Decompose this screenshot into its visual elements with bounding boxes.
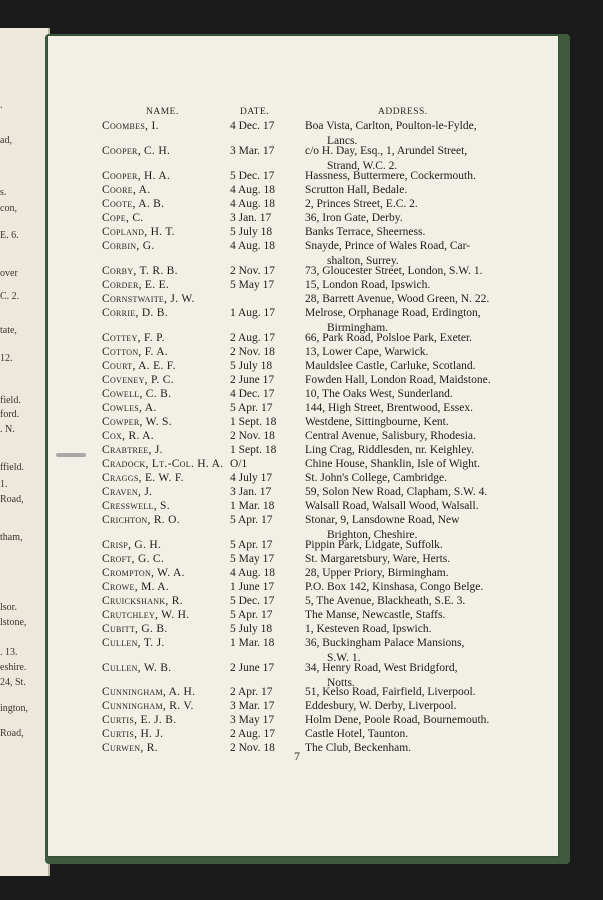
list-item: [0, 360, 603, 374]
member-name: Cradock, Lt.-Col. H. A.: [102, 458, 224, 470]
address-line: 2, Princes Street, E.C. 2.: [305, 198, 418, 210]
left-page-fragment: Road,: [0, 494, 24, 505]
member-name: Copland, H. T.: [102, 226, 175, 238]
left-page-fragment: 12.: [0, 353, 13, 364]
member-name: Curtis, E. J. B.: [102, 714, 177, 726]
entry-date: 1 Sept. 18: [230, 444, 277, 456]
list-item: [0, 714, 603, 728]
entry-date: 4 Aug. 18: [230, 184, 276, 196]
address-line: Scrutton Hall, Bedale.: [305, 184, 408, 196]
member-name: Craven, J.: [102, 486, 153, 498]
address-line: Mauldslee Castle, Carluke, Scotland.: [305, 360, 476, 372]
entry-date: 4 Aug. 18: [230, 198, 276, 210]
left-page-fragment: ad,: [0, 135, 12, 146]
address-line: The Club, Beckenham.: [305, 742, 412, 754]
member-name: Coombes, I.: [102, 120, 159, 132]
address-continuation: Birmingham.: [327, 322, 389, 334]
member-name: Cowper, W. S.: [102, 416, 172, 428]
member-name: Cresswell, S.: [102, 500, 170, 512]
left-page-fragment: tham,: [0, 532, 23, 543]
address-line: 13, Lower Cape, Warwick.: [305, 346, 429, 358]
list-item: [0, 332, 603, 346]
left-page-fragment: ington,: [0, 703, 29, 714]
left-page-fragment: C. 2.: [0, 291, 20, 302]
list-item: [0, 623, 603, 637]
entry-date: 5 Dec. 17: [230, 170, 275, 182]
entry-date: 4 Dec. 17: [230, 120, 275, 132]
left-page-fragment: over: [0, 268, 18, 279]
entry-date: 3 May 17: [230, 714, 275, 726]
address-line: 36, Buckingham Palace Mansions,: [305, 637, 465, 649]
address-line: 144, High Street, Brentwood, Essex.: [305, 402, 474, 414]
entry-date: 1 Sept. 18: [230, 416, 277, 428]
entry-date: 1 June 17: [230, 581, 275, 593]
entry-date: 5 Apr. 17: [230, 539, 273, 551]
member-name: Cotton, F. A.: [102, 346, 169, 358]
entry-date: 5 Apr. 17: [230, 514, 273, 526]
member-name: Cornstwaite, J. W.: [102, 293, 195, 305]
list-item: [0, 416, 603, 430]
list-item: [0, 226, 603, 240]
entry-date: 5 Dec. 17: [230, 595, 275, 607]
left-page-fragment: 24, St.: [0, 677, 26, 688]
entry-date: 4 Aug. 18: [230, 567, 276, 579]
list-item: [0, 184, 603, 198]
left-page-fragment: .: [0, 100, 3, 111]
list-item: [0, 212, 603, 226]
address-continuation: Strand, W.C. 2.: [327, 160, 398, 172]
member-name: Coore, A.: [102, 184, 151, 196]
address-continuation: S.W. 1.: [327, 652, 361, 664]
member-name: Corrie, D. B.: [102, 307, 168, 319]
list-item: [0, 170, 603, 184]
list-item: [0, 430, 603, 444]
left-page-fragment: lstone,: [0, 617, 27, 628]
member-name: Corder, E. E.: [102, 279, 170, 291]
member-name: Court, A. E. F.: [102, 360, 176, 372]
member-name: Cooper, C. H.: [102, 145, 171, 157]
address-line: 59, Solon New Road, Clapham, S.W. 4.: [305, 486, 488, 498]
entry-date: 1 Mar. 18: [230, 500, 275, 512]
address-line: Hassness, Buttermere, Cockermouth.: [305, 170, 476, 182]
address-line: c/o H. Day, Esq., 1, Arundel Street,: [305, 145, 468, 157]
list-item: [0, 472, 603, 486]
entry-date: 2 Nov. 18: [230, 430, 275, 442]
address-line: Fowden Hall, London Road, Maidstone.: [305, 374, 491, 386]
entry-date: 2 June 17: [230, 374, 275, 386]
address-line: Walsall Road, Walsall Wood, Walsall.: [305, 500, 479, 512]
member-name: Crutchley, W. H.: [102, 609, 190, 621]
list-item: [0, 458, 603, 472]
left-page-fragment: Road,: [0, 728, 24, 739]
address-column-header: ADDRESS.: [378, 107, 428, 117]
address-line: Pippin Park, Lidgate, Suffolk.: [305, 539, 443, 551]
left-page-fragment: s.: [0, 187, 7, 198]
member-name: Craggs, E. W. F.: [102, 472, 184, 484]
address-line: 66, Park Road, Polsloe Park, Exeter.: [305, 332, 473, 344]
address-line: 51, Kelso Road, Fairfield, Liverpool.: [305, 686, 476, 698]
entry-date: 4 July 17: [230, 472, 273, 484]
list-item: [0, 567, 603, 581]
list-item: [0, 539, 603, 553]
list-item: [0, 279, 603, 293]
list-item: [0, 700, 603, 714]
list-item: [0, 728, 603, 742]
address-line: Holm Dene, Poole Road, Bournemouth.: [305, 714, 490, 726]
address-line: Castle Hotel, Taunton.: [305, 728, 409, 740]
list-item: [0, 686, 603, 700]
member-name: Coote, A. B.: [102, 198, 165, 210]
entry-date: 2 Apr. 17: [230, 686, 273, 698]
entry-date: 1 Mar. 18: [230, 637, 275, 649]
list-item: [0, 500, 603, 514]
entry-date: 5 July 18: [230, 623, 273, 635]
address-continuation: shalton, Surrey.: [327, 255, 399, 267]
address-continuation: Notts.: [327, 677, 355, 689]
list-item: [0, 553, 603, 567]
left-page-fragment: . 13.: [0, 647, 18, 658]
entry-date: 5 May 17: [230, 279, 275, 291]
list-item: [0, 486, 603, 500]
list-item: [0, 581, 603, 595]
address-line: Westdene, Sittingbourne, Kent.: [305, 416, 449, 428]
member-name: Cope, C.: [102, 212, 144, 224]
member-name: Cottey, F. P.: [102, 332, 165, 344]
member-name: Cunningham, R. V.: [102, 700, 194, 712]
left-page-fragment: 1.: [0, 479, 8, 490]
left-page-fragment: con,: [0, 203, 17, 214]
address-line: Boa Vista, Carlton, Poulton-le-Fylde,: [305, 120, 477, 132]
entry-date: O/1: [230, 458, 248, 470]
address-line: St. John's College, Cambridge.: [305, 472, 447, 484]
list-item: [0, 402, 603, 416]
left-page-fragment: field.: [0, 395, 21, 406]
member-name: Cowles, A.: [102, 402, 157, 414]
entry-date: 1 Aug. 17: [230, 307, 276, 319]
address-line: The Manse, Newcastle, Staffs.: [305, 609, 446, 621]
left-page-fragment: eshire.: [0, 662, 27, 673]
member-name: Crisp, G. H.: [102, 539, 162, 551]
address-line: St. Margaretsbury, Ware, Herts.: [305, 553, 451, 565]
entry-date: 5 July 18: [230, 360, 273, 372]
address-line: 36, Iron Gate, Derby.: [305, 212, 403, 224]
entry-date: 5 Apr. 17: [230, 402, 273, 414]
member-name: Crowe, M. A.: [102, 581, 170, 593]
left-page-fragment: lsor.: [0, 602, 17, 613]
entry-date: 2 Aug. 17: [230, 332, 276, 344]
address-line: 34, Henry Road, West Bridgford,: [305, 662, 458, 674]
member-name: Coveney, P. C.: [102, 374, 174, 386]
address-line: 73, Gloucester Street, London, S.W. 1.: [305, 265, 483, 277]
entry-date: 3 Mar. 17: [230, 145, 275, 157]
list-item: [0, 609, 603, 623]
left-page-fragment: ffield.: [0, 462, 24, 473]
member-name: Curtis, H. J.: [102, 728, 164, 740]
entry-date: 3 Jan. 17: [230, 212, 272, 224]
address-line: 5, The Avenue, Blackheath, S.E. 3.: [305, 595, 466, 607]
page-number: 7: [294, 749, 300, 763]
entry-date: 5 Apr. 17: [230, 609, 273, 621]
entry-date: 2 Aug. 17: [230, 728, 276, 740]
address-line: 28, Barrett Avenue, Wood Green, N. 22.: [305, 293, 490, 305]
address-line: Banks Terrace, Sheerness.: [305, 226, 426, 238]
member-name: Crichton, R. O.: [102, 514, 180, 526]
entry-date: 2 Nov. 18: [230, 742, 275, 754]
member-name: Croft, G. C.: [102, 553, 165, 565]
address-line: Melrose, Orphanage Road, Erdington,: [305, 307, 481, 319]
member-name: Curwen, R.: [102, 742, 158, 754]
entry-date: 3 Mar. 17: [230, 700, 275, 712]
address-continuation: Brighton, Cheshire.: [327, 529, 418, 541]
member-name: Crabtree, J.: [102, 444, 163, 456]
name-column-header: NAME.: [146, 107, 179, 117]
member-name: Cruickshank, R.: [102, 595, 183, 607]
entry-date: 4 Dec. 17: [230, 388, 275, 400]
member-name: Corbin, G.: [102, 240, 155, 252]
member-name: Cullen, T. J.: [102, 637, 165, 649]
entry-date: 4 Aug. 18: [230, 240, 276, 252]
member-name: Cooper, H. A.: [102, 170, 171, 182]
list-item: [0, 374, 603, 388]
entry-date: 2 Nov. 17: [230, 265, 275, 277]
address-line: Stonar, 9, Lansdowne Road, New: [305, 514, 460, 526]
address-line: 28, Upper Priory, Birmingham.: [305, 567, 449, 579]
address-line: P.O. Box 142, Kinshasa, Congo Belge.: [305, 581, 484, 593]
address-line: 15, London Road, Ipswich.: [305, 279, 431, 291]
member-name: Corby, T. R. B.: [102, 265, 178, 277]
list-item: [0, 198, 603, 212]
list-item: [0, 346, 603, 360]
list-item: [0, 145, 603, 172]
member-name: Cubitt, G. B.: [102, 623, 168, 635]
address-line: Ling Crag, Riddlesden, nr. Keighley.: [305, 444, 475, 456]
left-page-fragment: E. 6.: [0, 230, 19, 241]
list-item: [0, 388, 603, 402]
address-line: Chine House, Shanklin, Isle of Wight.: [305, 458, 481, 470]
left-page-fragment: tate,: [0, 325, 17, 336]
left-page-fragment: . N.: [0, 424, 15, 435]
entry-date: 2 June 17: [230, 662, 275, 674]
entry-date: 2 Nov. 18: [230, 346, 275, 358]
list-item: [0, 444, 603, 458]
entry-date: 5 May 17: [230, 553, 275, 565]
member-name: Cunningham, A. H.: [102, 686, 196, 698]
address-line: Eddesbury, W. Derby, Liverpool.: [305, 700, 457, 712]
member-name: Crompton, W. A.: [102, 567, 185, 579]
list-item: [0, 240, 603, 267]
address-line: Snayde, Prince of Wales Road, Car-: [305, 240, 471, 252]
member-name: Cox, R. A.: [102, 430, 154, 442]
list-item: [0, 595, 603, 609]
member-name: Cullen, W. B.: [102, 662, 172, 674]
address-line: Central Avenue, Salisbury, Rhodesia.: [305, 430, 476, 442]
address-continuation: Lancs.: [327, 135, 358, 147]
address-line: 10, The Oaks West, Sunderland.: [305, 388, 453, 400]
list-item: [0, 293, 603, 307]
left-page-fragment: ford.: [0, 409, 20, 420]
date-column-header: DATE.: [240, 107, 270, 117]
list-item: [0, 265, 603, 279]
address-line: 1, Kesteven Road, Ipswich.: [305, 623, 432, 635]
list-item: [0, 742, 603, 756]
member-name: Cowell, C. B.: [102, 388, 172, 400]
entry-date: 5 July 18: [230, 226, 273, 238]
entry-date: 3 Jan. 17: [230, 486, 272, 498]
